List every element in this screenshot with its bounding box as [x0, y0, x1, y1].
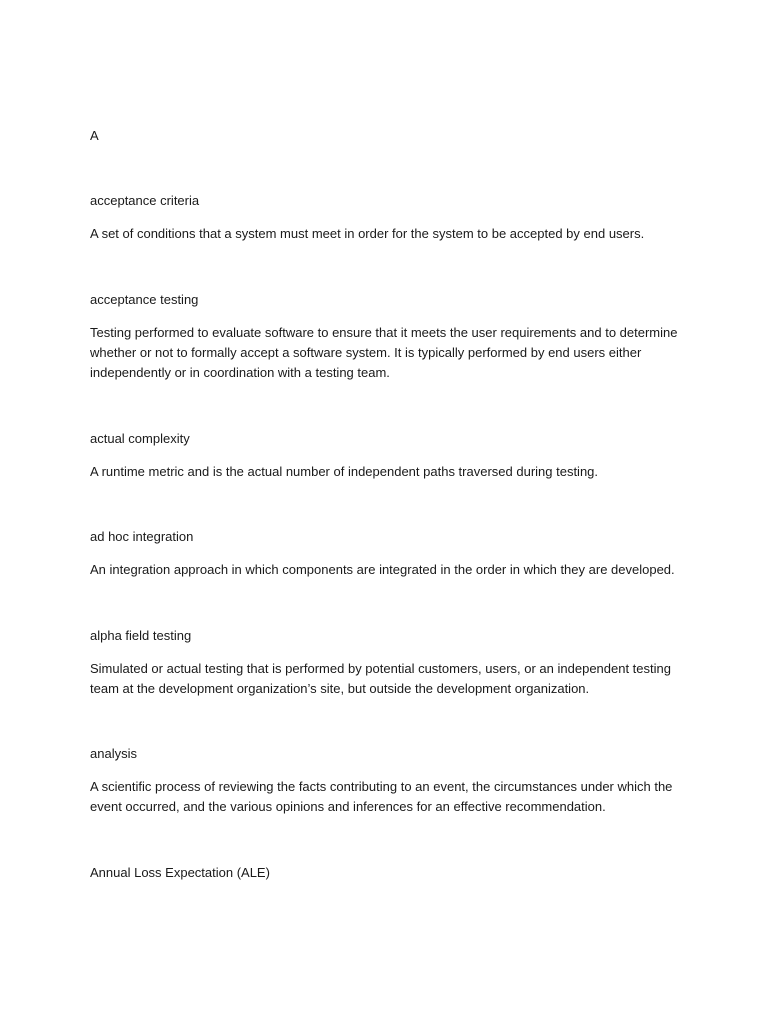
- glossary-definition: A scientific process of reviewing the facts contributing to an event, the circumstances under which the event occurred, and the various opinions and inferences for an effective recommendation.: [90, 779, 673, 814]
- glossary-term: acceptance testing: [90, 292, 199, 307]
- glossary-definition: A runtime metric and is the actual number of independent paths traversed during testing.: [90, 464, 599, 479]
- glossary-term: acceptance criteria: [90, 193, 200, 208]
- glossary-term: analysis: [90, 746, 137, 761]
- glossary-definition: Simulated or actual testing that is performed by potential customers, users, or an independent testing team at the development organization’s site, but outside the development organization.: [90, 661, 671, 696]
- glossary-term: Annual Loss Expectation (ALE): [90, 865, 270, 880]
- glossary-term: ad hoc integration: [90, 529, 194, 544]
- glossary-term: alpha field testing: [90, 628, 192, 643]
- glossary-definition: Testing performed to evaluate software to ensure that it meets the user requirements and to determine whether or not to formally accept a software system. It is typically performed by end users either independently or in coordination with a testing team.: [90, 325, 678, 380]
- section-letter-heading: A: [90, 128, 99, 143]
- glossary-definition: A set of conditions that a system must meet in order for the system to be accepted by end users.: [90, 226, 645, 241]
- glossary-definition: An integration approach in which components are integrated in the order in which they are developed.: [90, 562, 675, 577]
- glossary-term: actual complexity: [90, 431, 190, 446]
